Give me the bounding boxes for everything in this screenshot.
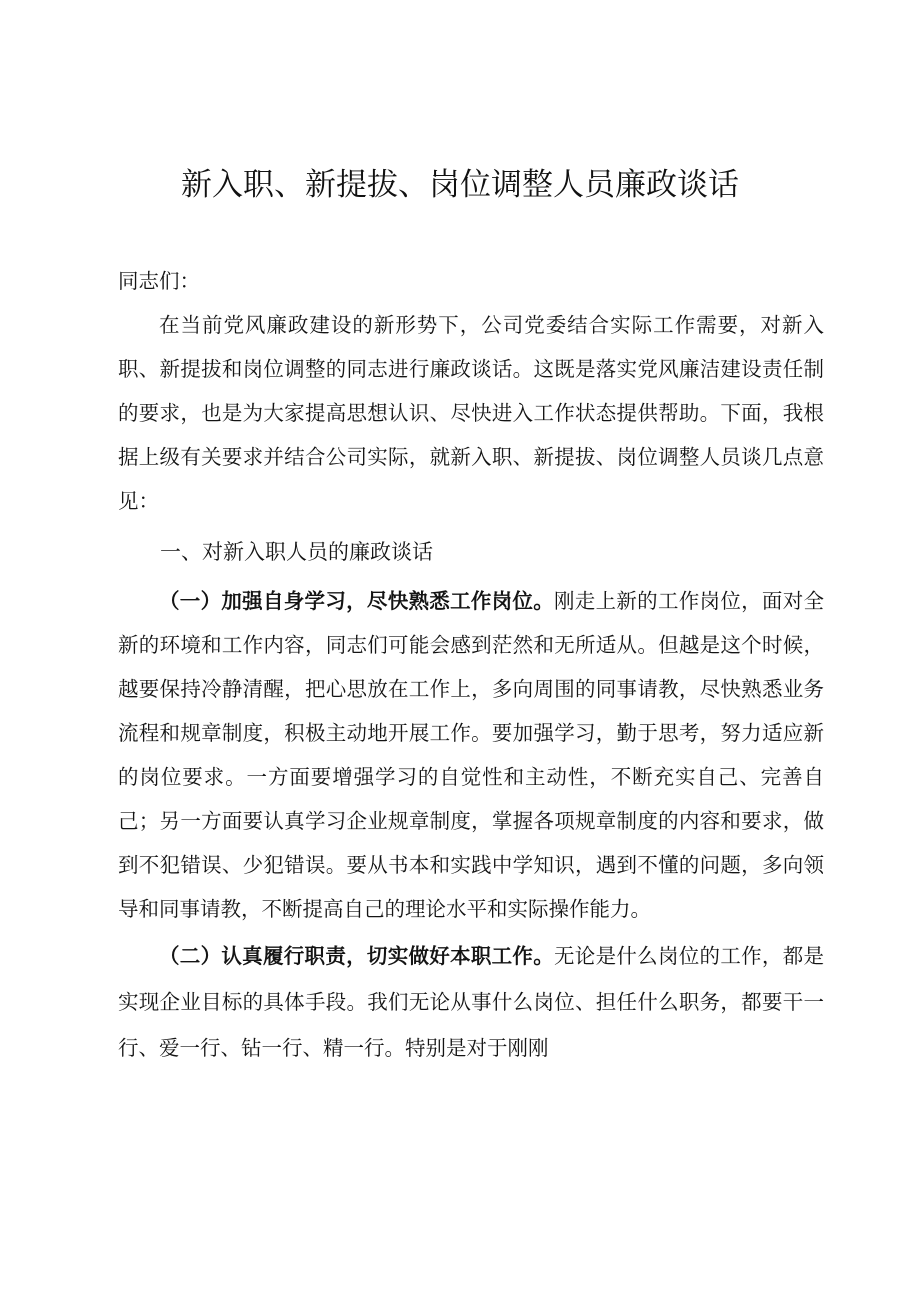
document-body [118,259,824,1071]
section-heading: 一、对新入职人员的廉政谈话 [160,540,433,564]
item-1-lead: （一）加强自身学习，尽快熟悉工作岗位。 [159,589,555,613]
intro-paragraph: 在当前党风廉政建设的新形势下，公司党委结合实际工作需要，对新入职、新提拔和岗位调整的同志进行廉政谈话。这既是落实党风廉洁建设责任制的要求，也是为大家提高思想认识、尽快进入工作状态提供帮助。下面，我根据上级有关要求并结合公司实际，就新入职、新提拔、岗位调整人员谈几点意见： [118,313,824,513]
item-2-text: 无论是什么岗位的工作，都是实现企业目标的具体手段。我们无论从事什么岗位、担任什么职务，都要干一行、爱一行、钻一行、精一行。特别是对于刚刚 [118,944,824,1060]
document-title: 新入职、新提拔、岗位调整人员廉政谈话 [181,167,739,203]
salutation: 同志们： [118,269,200,293]
item-1-text: 刚走上新的工作岗位，面对全新的环境和工作内容，同志们可能会感到茫然和无所适从。但越是这个时候，越要保持冷静清醒，把心思放在工作上，多向周围的同事请教，尽快熟悉业务流程和规章制度，积极主动地开展工作。要加强学习，勤于思考，努力适应新的岗位要求。一方面要增强学习的自觉性和主动性，不断充实自己、完善自己；另一方面要认真学习企业规章制度，掌握各项规章制度的内容和要求，做到不犯错误、少犯错误。要从书本和实践中学知识，遇到不懂的问题，多向领导和同事请教，不断提高自己的理论水平和实际操作能力。 [118,589,824,921]
item-1-paragraph [118,579,824,931]
item-2-lead: （二）认真履行职责，切实做好本职工作。 [159,944,555,968]
item-2-paragraph [118,933,824,1071]
